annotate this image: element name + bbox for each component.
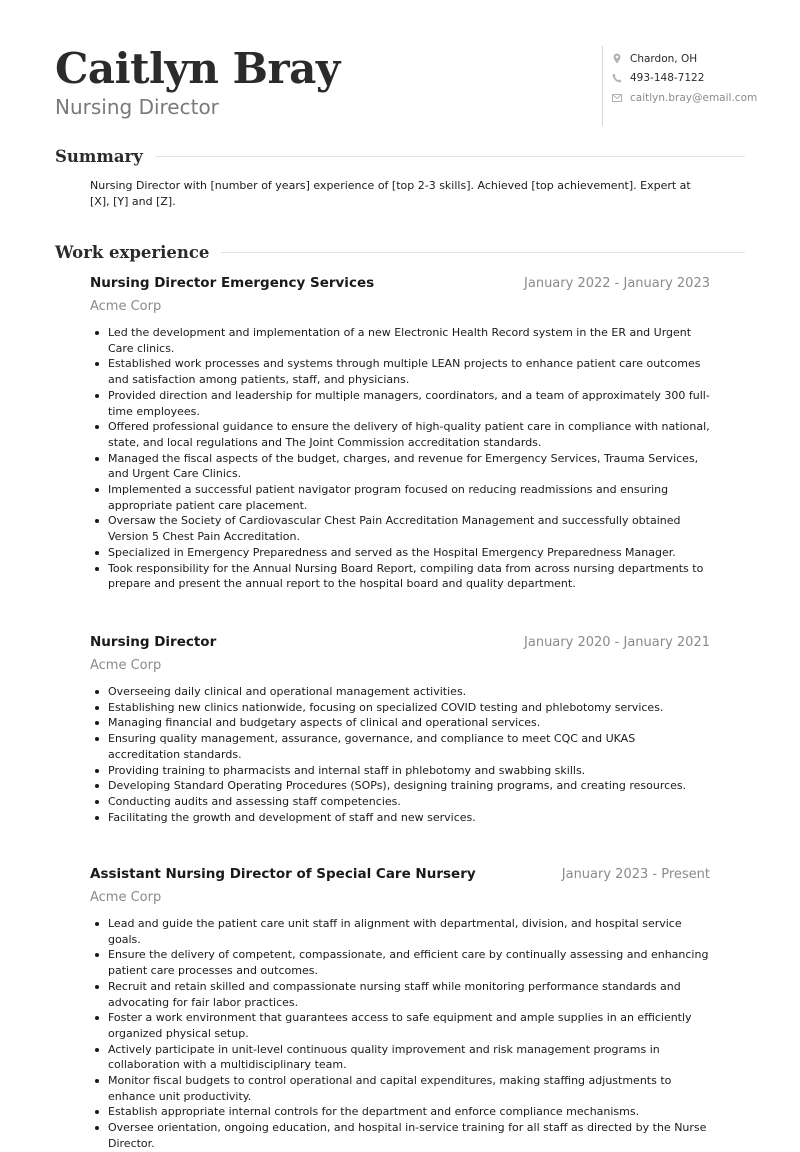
job-role: Nursing Director — [90, 634, 217, 650]
job-bullet: Actively participate in unit-level continuous quality improvement and risk management programs in collaboration with a multidisciplinary team. — [90, 1042, 710, 1073]
resume-header — [55, 42, 758, 132]
job-role: Nursing Director Emergency Services — [90, 275, 375, 291]
job-bullet: Establishing new clinics nationwide, focusing on specialized COVID testing and phlebotomy services. — [90, 700, 710, 716]
job-entry — [90, 634, 710, 825]
contact-block — [602, 46, 758, 126]
job-bullet: Specialized in Emergency Preparedness and served as the Hospital Emergency Preparedness Manager. — [90, 545, 710, 561]
job-bullet: Facilitating the growth and development of staff and new services. — [90, 810, 710, 826]
job-bullet: Managed the fiscal aspects of the budget, charges, and revenue for Emergency Services, Trauma Services, and Urgent Care Clinics. — [90, 451, 710, 482]
job-entry — [90, 866, 710, 1152]
job-bullet: Established work processes and systems through multiple LEAN projects to enhance patient care outcomes and satisfaction among patients, staff, and physicians. — [90, 356, 710, 387]
job-bullet: Lead and guide the patient care unit staff in alignment with departmental, division, and hospital service goals. — [90, 916, 710, 947]
contact-location — [612, 49, 746, 69]
job-bullet: Monitor fiscal budgets to control operational and capital expenditures, making staffing adjustments to enhance unit productivity. — [90, 1073, 710, 1104]
summary-text: Nursing Director with [number of years] experience of [top 2-3 skills]. Achieved [top achievement]. Expert at [X], [Y] and [Z]. — [90, 179, 691, 208]
job-bullet: Offered professional guidance to ensure the delivery of high-quality patient care in compliance with national, state, and local regulations and The Joint Commission accreditation standards. — [90, 419, 710, 450]
job-bullet: Foster a work environment that guarantees access to safe equipment and ample supplies in an efficiently organized physical setup. — [90, 1010, 710, 1041]
job-bullet: Developing Standard Operating Procedures (SOPs), designing training programs, and creating resources. — [90, 778, 710, 794]
candidate-name: Caitlyn Bray — [55, 44, 340, 93]
envelope-icon — [612, 92, 622, 104]
job-bullet: Implemented a successful patient navigator program focused on reducing readmissions and ensuring appropriate patient care placement. — [90, 482, 710, 513]
job-bullet-list — [90, 325, 710, 592]
job-bullet: Conducting audits and assessing staff competencies. — [90, 794, 710, 810]
job-company: Acme Corp — [90, 658, 162, 673]
contact-phone — [612, 69, 746, 89]
email-link[interactable]: caitlyn.bray@email.com — [630, 91, 758, 104]
job-bullet: Ensure the delivery of competent, compassionate, and efficient care by continually assessing and enhancing patient care processes and outcomes. — [90, 947, 710, 978]
job-bullet-list — [90, 916, 710, 1152]
job-bullet: Led the development and implementation of a new Electronic Health Record system in the ER and Urgent Care clinics. — [90, 325, 710, 356]
job-bullet: Providing training to pharmacists and internal staff in phlebotomy and swabbing skills. — [90, 763, 710, 779]
job-bullet: Overseeing daily clinical and operational management activities. — [90, 684, 710, 700]
summary-heading: Summary — [55, 147, 143, 166]
location-text: Chardon, OH — [630, 52, 698, 65]
work-section-header — [55, 243, 745, 262]
job-bullet: Managing financial and budgetary aspects of clinical and operational services. — [90, 715, 710, 731]
job-company: Acme Corp — [90, 299, 162, 314]
job-bullet: Oversee orientation, ongoing education, and hospital in-service training for all staff as directed by the Nurse Director. — [90, 1120, 710, 1151]
job-dates: January 2020 - January 2021 — [524, 635, 710, 650]
job-bullet: Took responsibility for the Annual Nursing Board Report, compiling data from across nursing departments to prepare and present the annual report to the hospital board and quality department. — [90, 561, 710, 592]
job-bullet: Provided direction and leadership for multiple managers, coordinators, and a team of approximately 300 full-time employees. — [90, 388, 710, 419]
job-entry — [90, 275, 710, 592]
summary-section-header — [55, 147, 745, 166]
job-bullet: Ensuring quality management, assurance, governance, and compliance to meet CQC and UKAS accreditation standards. — [90, 731, 710, 762]
phone-icon — [612, 72, 622, 84]
job-company: Acme Corp — [90, 890, 162, 905]
job-dates: January 2023 - Present — [561, 867, 710, 882]
job-bullet: Oversaw the Society of Cardiovascular Chest Pain Accreditation Management and successfully obtained Version 5 Chest Pain Accreditation. — [90, 513, 710, 544]
phone-text: 493-148-7122 — [630, 72, 705, 85]
section-divider — [221, 252, 745, 253]
job-bullet-list — [90, 684, 710, 825]
job-bullet: Establish appropriate internal controls for the department and enforce compliance mechanisms. — [90, 1104, 710, 1120]
candidate-title: Nursing Director — [55, 95, 219, 119]
job-dates: January 2022 - January 2023 — [524, 276, 710, 291]
section-divider — [155, 156, 745, 157]
contact-email[interactable] — [612, 88, 758, 108]
work-heading: Work experience — [55, 243, 210, 262]
job-bullet: Recruit and retain skilled and compassionate nursing staff while monitoring performance standards and advocating for fair labor practices. — [90, 979, 710, 1010]
job-role: Assistant Nursing Director of Special Care Nursery — [90, 866, 476, 882]
location-pin-icon — [612, 53, 622, 65]
